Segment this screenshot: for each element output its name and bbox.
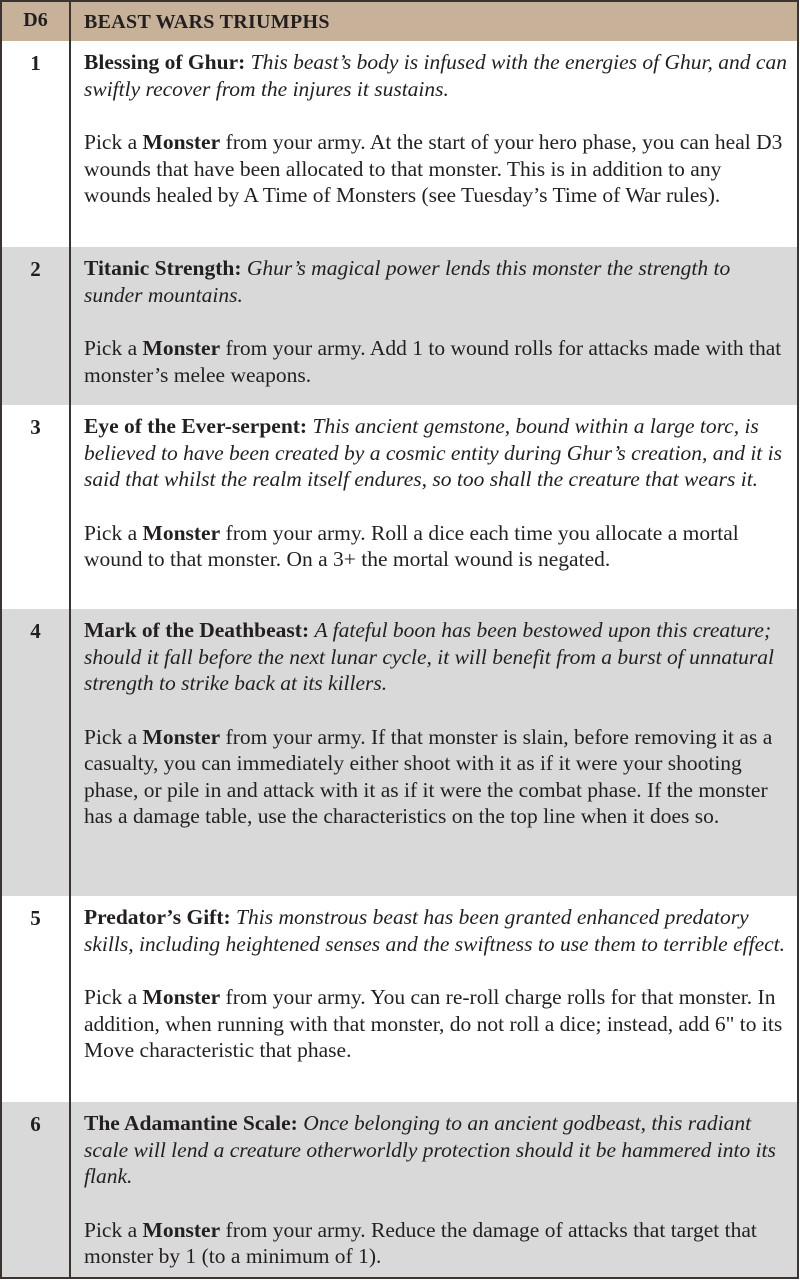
table-header-row <box>0 0 799 43</box>
rule-post: from your army. If that monster is slain, before removing it as a casualty, you can immediately either shoot with it as if it were your shooting phase, or pile in and attack with it as if it were the combat phase. If the monster has a damage table, use the characteristics on the top line when it does so. <box>84 724 773 828</box>
rule-keyword: Monster <box>142 336 221 360</box>
rule-post: from your army. At the start of your hero phase, you can heal D3 wounds that have been allocated to that monster. This is in addition to any wounds healed by A Time of Monsters (see Tuesday’s Time of War rules). <box>84 130 783 207</box>
triumph-description: This monstrous beast has been granted enhanced predatory skills, including heightened senses and the swiftness to use them to terrible effect. <box>84 905 786 956</box>
triumph-name: Eye of the Ever-serpent: <box>84 414 308 438</box>
rule-keyword: Monster <box>142 724 221 749</box>
triumph-description: A fateful boon has been bestowed upon this creature; should it fall before the next lunar cycle, it will benefit from a burst of unnatural strength to strike back at its killers. <box>84 618 774 695</box>
table-title: BEAST WARS TRIUMPHS <box>84 11 330 33</box>
triumph-rule <box>84 520 787 573</box>
rule-pre: Pick a <box>84 130 138 154</box>
triumph-description: Ghur’s magical power lends this monster the strength to sunder mountains. <box>84 256 731 307</box>
triumph-name: Blessing of Ghur: <box>84 50 246 74</box>
rule-pre: Pick a <box>84 336 138 360</box>
rule-post: from your army. Roll a dice each time you allocate a mortal wound to that monster. On a 3+ the mortal wound is negated. <box>84 520 739 571</box>
roll-number: 3 <box>2 405 71 609</box>
triumph-description: This beast’s body is infused with the energies of Ghur, and can swiftly recover from the injures it sustains. <box>84 50 787 101</box>
roll-number: 4 <box>2 609 71 896</box>
table-row <box>0 1102 799 1279</box>
triumph-flavor <box>84 617 787 697</box>
triumph-name: Predator’s Gift: <box>84 905 231 929</box>
roll-number: 5 <box>2 896 71 1102</box>
rule-pre: Pick a <box>84 1217 138 1242</box>
roll-number: 2 <box>2 247 71 405</box>
rule-pre: Pick a <box>84 985 138 1009</box>
rule-post: from your army. You can re-roll charge rolls for that monster. In addition, when running with that monster, do not roll a dice; instead, add 6" to its Move characteristic that phase. <box>84 985 783 1062</box>
table-row <box>0 41 799 249</box>
rule-post: from your army. Reduce the damage of attacks that target that monster by 1 (to a minimum of 1). <box>84 1217 757 1268</box>
rule-keyword: Monster <box>142 520 221 545</box>
triumph-cell <box>73 41 797 247</box>
triumph-flavor <box>84 904 787 957</box>
table-row <box>0 247 799 407</box>
table-row <box>0 405 799 611</box>
triumph-description: Once belonging to an ancient godbeast, this radiant scale will lend a creature otherworldly protection should it be hammered into its flank. <box>84 1111 776 1188</box>
triumph-cell <box>73 609 797 896</box>
triumph-name: Mark of the Deathbeast: <box>84 618 310 642</box>
table-row <box>0 896 799 1104</box>
triumph-cell <box>73 247 797 405</box>
rule-pre: Pick a <box>84 520 138 545</box>
rule-pre: Pick a <box>84 724 138 749</box>
triumph-cell <box>73 405 797 609</box>
triumph-flavor <box>84 49 787 102</box>
triumph-description: This ancient gemstone, bound within a large torc, is believed to have been created by a cosmic entity during Ghur’s creation, and it is said that whilst the realm itself endures, so too shall the creature that wears it. <box>84 414 782 491</box>
rule-keyword: Monster <box>142 985 221 1009</box>
triumph-name: The Adamantine Scale: <box>84 1111 298 1135</box>
roll-number: 1 <box>2 41 71 247</box>
triumph-name: Titanic Strength: <box>84 256 242 280</box>
triumph-rule <box>84 335 787 388</box>
triumph-flavor <box>84 255 787 308</box>
rule-keyword: Monster <box>142 130 221 154</box>
header-d6: D6 <box>2 2 71 41</box>
triumph-rule <box>84 984 787 1064</box>
triumph-rule <box>84 1217 787 1270</box>
triumph-flavor <box>84 413 787 493</box>
rule-post: from your army. Add 1 to wound rolls for attacks made with that monster’s melee weapons. <box>84 336 782 387</box>
roll-number: 6 <box>2 1102 71 1277</box>
triumph-cell <box>73 1102 797 1277</box>
triumph-cell <box>73 896 797 1102</box>
triumph-rule <box>84 724 787 830</box>
triumph-rule <box>84 129 787 209</box>
rule-keyword: Monster <box>142 1217 221 1242</box>
table-row <box>0 609 799 898</box>
triumph-flavor <box>84 1110 787 1190</box>
